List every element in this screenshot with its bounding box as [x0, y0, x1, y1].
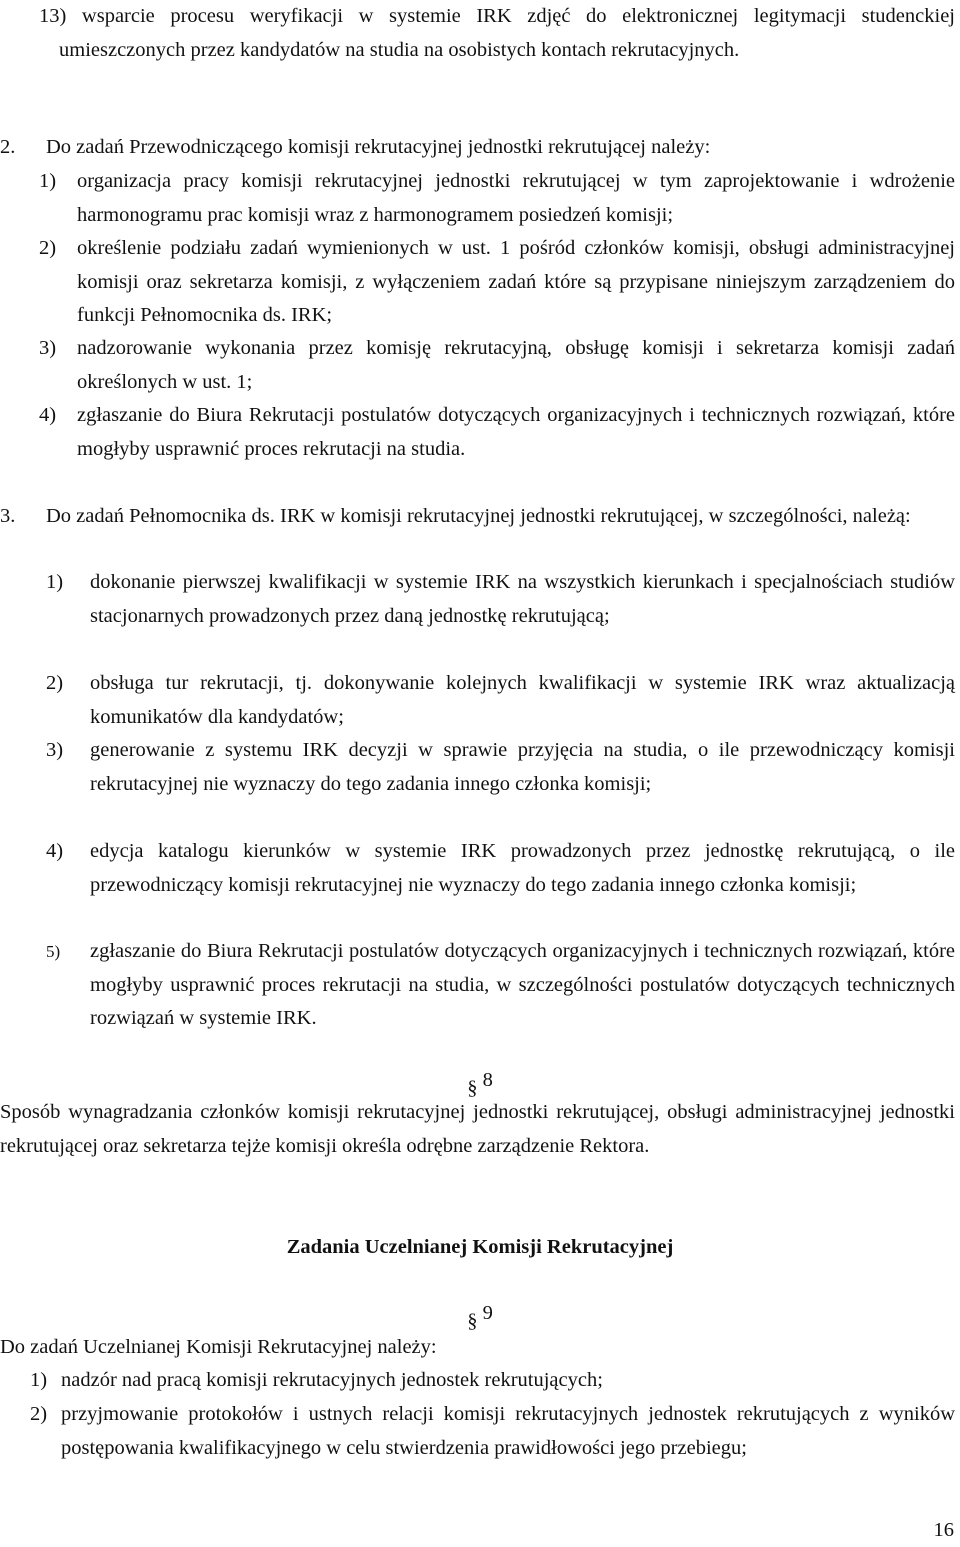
- section-3-intro: Do zadań Pełnomocnika ds. IRK w komisji rekrutacyjnej jednostki rekrutującej, w szczególności, należą:: [46, 505, 911, 527]
- list-item: określenie podziału zadań wymienionych w ust. 1 pośród członków komisji, obsługi administracyjnej komisji oraz sekretarza komisji, z wyłączeniem zadań które są przypisane niniejszym zarządzeniem do funkcji Pełnomocnika ds. IRK;: [77, 237, 955, 326]
- section-number-2: 2.: [0, 136, 16, 158]
- list-item: edycja katalogu kierunków w systemie IRK prowadzonych przez jednostkę rekrutującą, o ile przewodniczący komisji rekrutacyjnej nie wyznaczy do tego zadania innego członka komisji;: [90, 840, 955, 896]
- item-number: 4): [46, 840, 64, 862]
- item-number: 3): [46, 739, 64, 761]
- paragraph-9-heading: [0, 1297, 960, 1331]
- section-2-intro: Do zadań Przewodniczącego komisji rekrutacyjnej jednostki rekrutującej należy:: [46, 136, 711, 158]
- page-number: 16: [933, 1519, 954, 1541]
- paragraph-number: 8: [482, 1069, 493, 1091]
- item-number: 1): [46, 571, 64, 593]
- list-item: nadzorowanie wykonania przez komisję rekrutacyjną, obsługę komisji i sekretarza komisji zadań określonych w ust. 1;: [77, 337, 955, 393]
- item-number: 1): [39, 170, 57, 192]
- list-item: przyjmowanie protokołów i ustnych relacji komisji rekrutacyjnych jednostek rekrutujących z wyników postępowania kwalifikacyjnego w celu stwierdzenia prawidłowości jego przebiegu;: [61, 1403, 955, 1459]
- item-number: 4): [39, 404, 57, 426]
- paragraph-8-text: Sposób wynagradzania członków komisji rekrutacyjnej jednostki rekrutującej, obsługi administracyjnej jednostki rekrutującej oraz sekretarza tejże komisji określa odrębne zarządzenie Rektora.: [0, 1101, 955, 1157]
- section-number-3: 3.: [0, 505, 16, 527]
- list-item: nadzór nad pracą komisji rekrutacyjnych jednostek rekrutujących;: [61, 1369, 603, 1391]
- list-item: zgłaszanie do Biura Rekrutacji postulatów dotyczących organizacyjnych i technicznych rozwiązań, które mogłyby usprawnić proces rekrutacji na studia, w szczególności postulatów dotyczących technicznych rozwiązań w systemie IRK.: [90, 940, 955, 1029]
- item-number: 1): [30, 1369, 48, 1391]
- list-item: organizacja pracy komisji rekrutacyjnej jednostki rekrutującej w tym zaprojektowanie i wdrożenie harmonogramu prac komisji wraz z harmonogramem posiedzeń komisji;: [77, 170, 955, 226]
- list-item: obsługa tur rekrutacji, tj. dokonywanie kolejnych kwalifikacji w systemie IRK wraz aktualizacją komunikatów dla kandydatów;: [90, 672, 955, 728]
- paragraph-8-heading: [0, 1064, 960, 1098]
- section-sign: §: [467, 1077, 478, 1099]
- paragraph-number: 9: [482, 1302, 493, 1324]
- list-item: zgłaszanie do Biura Rekrutacji postulatów dotyczących organizacyjnych i technicznych rozwiązań, które mogłyby usprawnić proces rekrutacji na studia.: [77, 404, 955, 460]
- paragraph-9-intro: Do zadań Uczelnianej Komisji Rekrutacyjnej należy:: [0, 1336, 437, 1358]
- item-number: 2): [46, 672, 64, 694]
- list-item: dokonanie pierwszej kwalifikacji w systemie IRK na wszystkich kierunkach i specjalnościach studiów stacjonarnych prowadzonych przez daną jednostkę rekrutującą;: [90, 571, 955, 627]
- item-number: 5): [46, 942, 61, 961]
- item-number: 2): [39, 237, 57, 259]
- item-number: 3): [39, 337, 57, 359]
- list-item: generowanie z systemu IRK decyzji w sprawie przyjęcia na studia, o ile przewodniczący komisji rekrutacyjnej nie wyznaczy do tego zadania innego członka komisji;: [90, 739, 955, 795]
- section-heading: Zadania Uczelnianej Komisji Rekrutacyjnej: [286, 1236, 674, 1258]
- item-number: 2): [30, 1403, 48, 1425]
- list-item-13: 13) wsparcie procesu weryfikacji w systemie IRK zdjęć do elektronicznej legitymacji studenckiej umieszczonych przez kandydatów na studia na osobistych kontach rekrutacyjnych.: [39, 5, 955, 61]
- section-sign: §: [467, 1310, 478, 1332]
